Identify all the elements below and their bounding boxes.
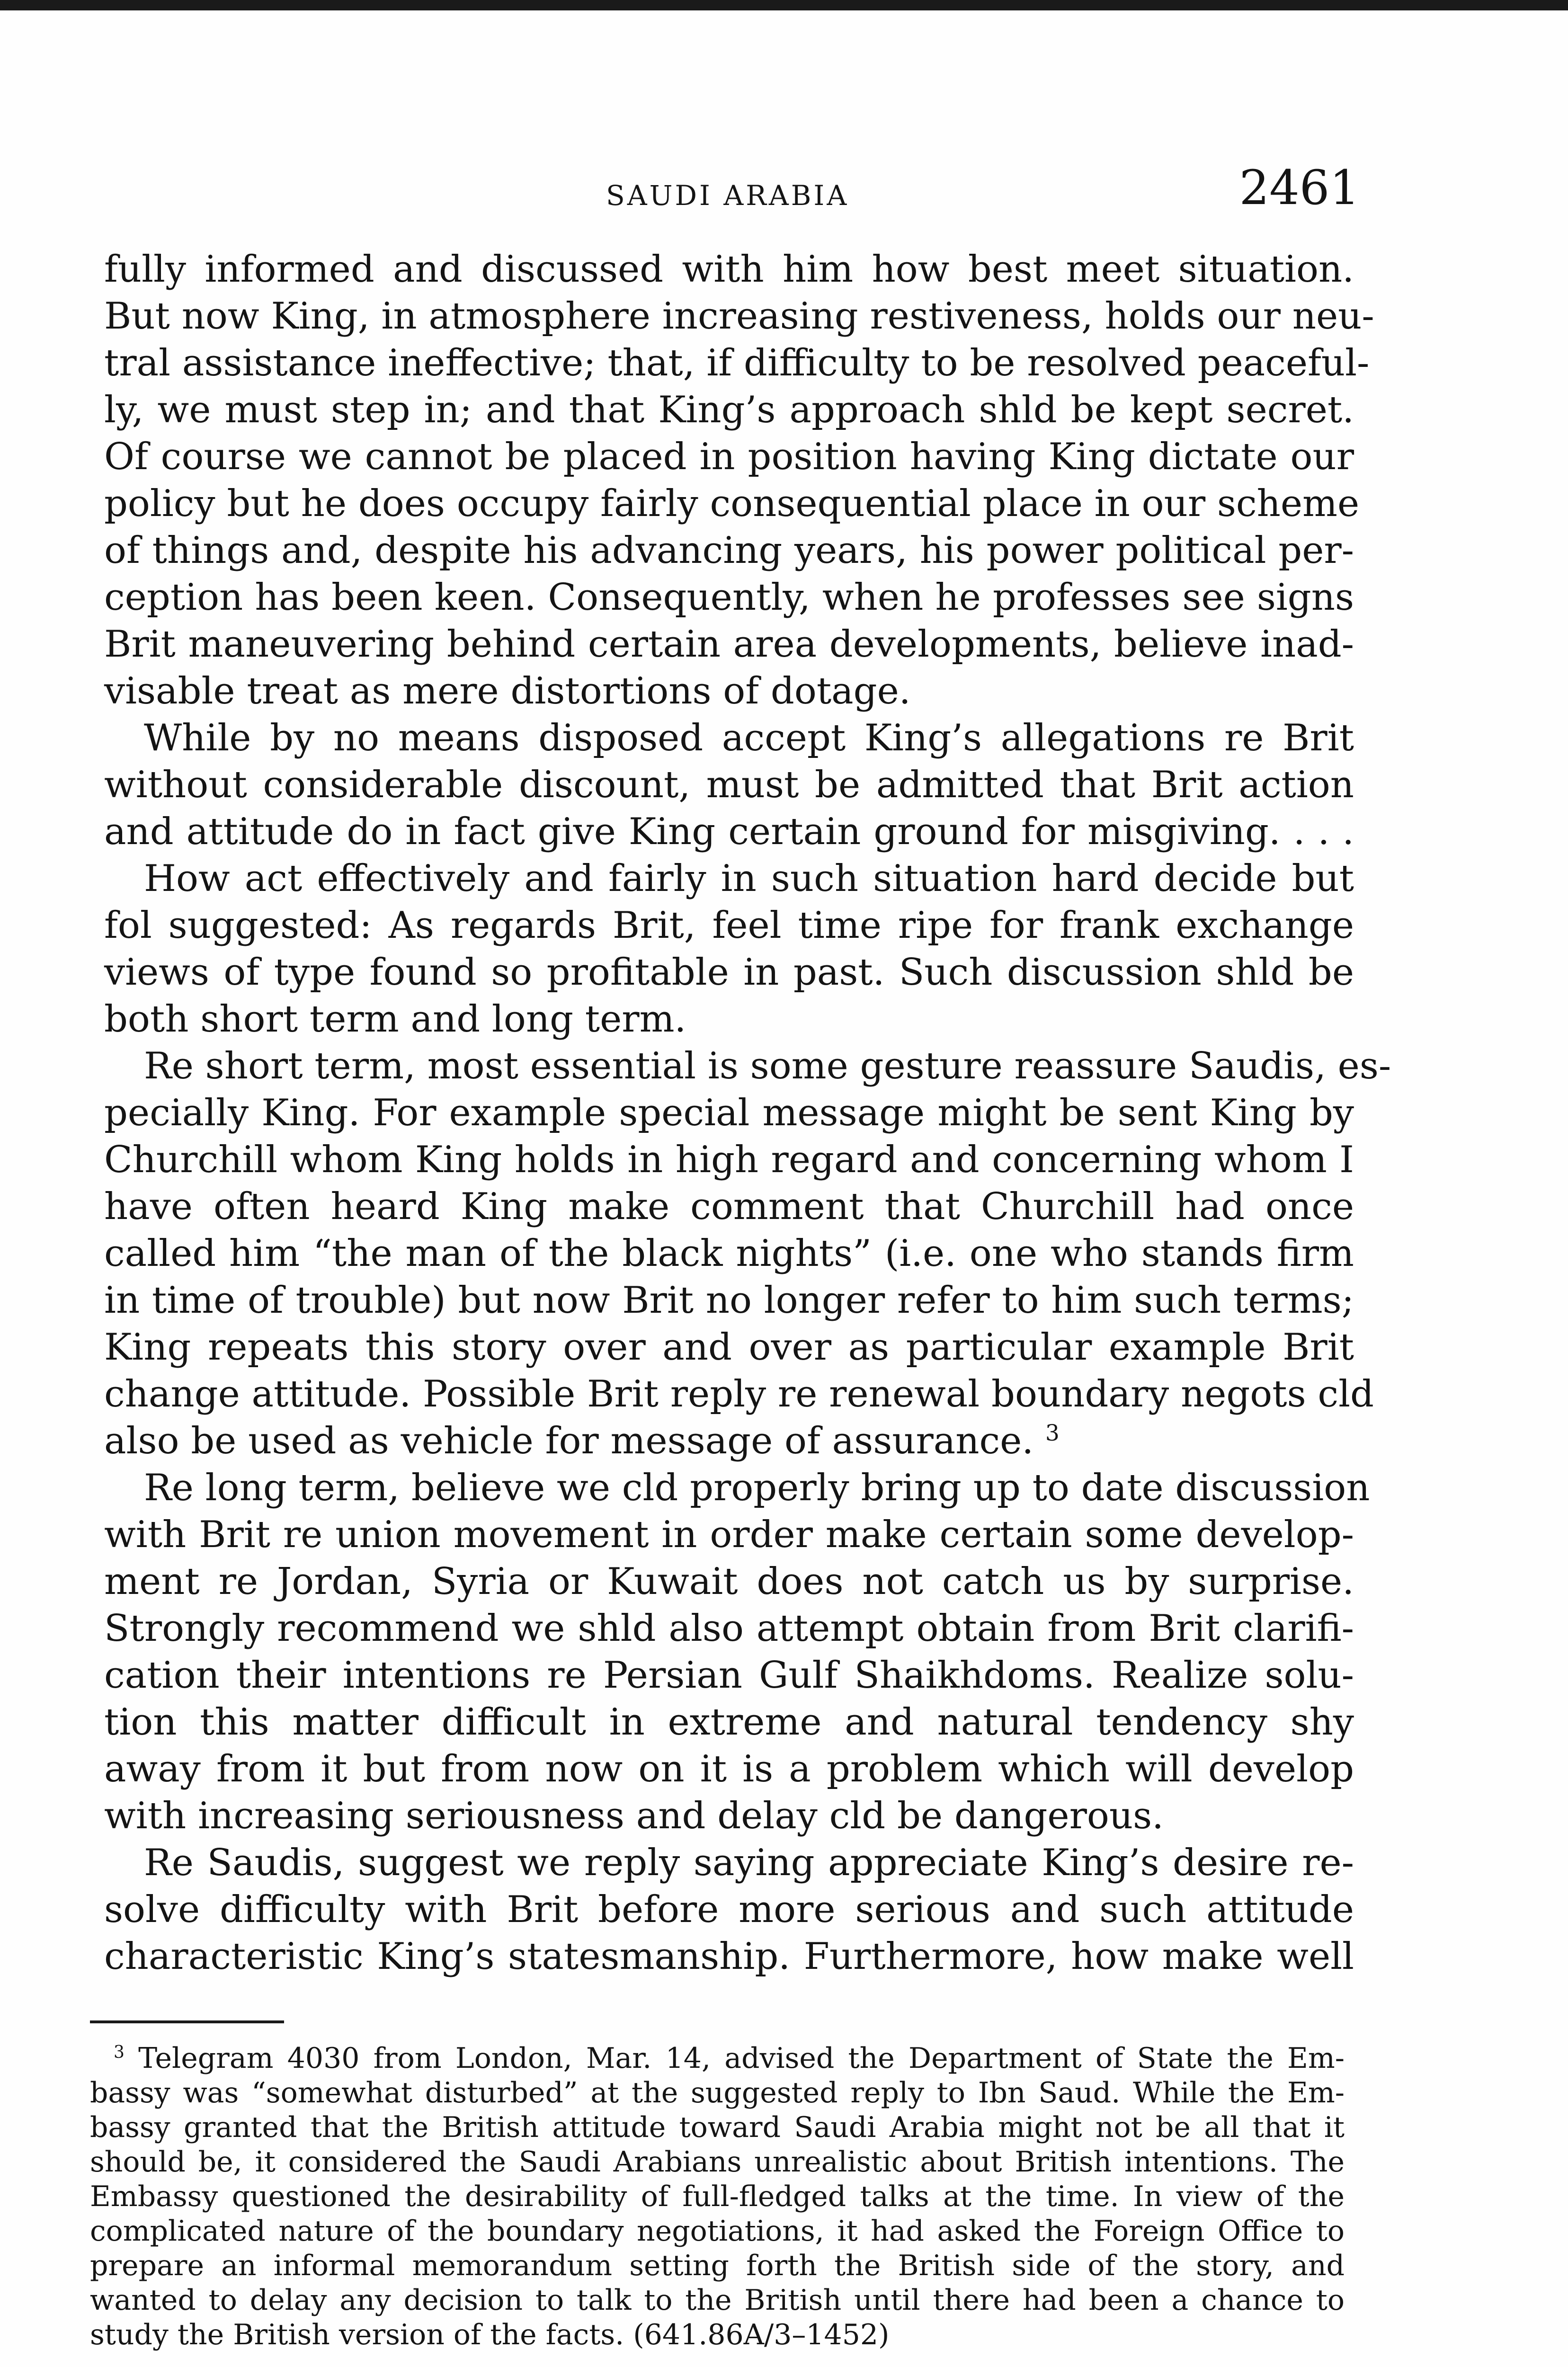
body-line: tral assistance ineffective; that, if difficulty to be resolved peaceful- (104, 342, 1370, 384)
body-line-text: also be used as vehicle for message of assurance. (104, 1420, 1034, 1462)
body-line: change attitude. Possible Brit reply re renewal boundary negots cld (104, 1373, 1374, 1415)
body-line: King repeats this story over and over as particular example Brit (104, 1326, 1354, 1369)
top-edge-rule (0, 0, 1568, 10)
footnote-reference[interactable]: 3 (1045, 1421, 1060, 1446)
body-line: both short term and long term. (104, 998, 686, 1041)
paragraph-start-line: Re short term, most essential is some gesture reassure Saudis, es- (144, 1045, 1391, 1087)
body-line: policy but he does occupy fairly consequential place in our scheme (104, 482, 1360, 525)
body-line: solve difficulty with Brit before more serious and such attitude (104, 1888, 1354, 1931)
body-line: with increasing seriousness and delay cld be dangerous. (104, 1795, 1164, 1837)
footnote-line: wanted to delay any decision to talk to the British until there had been a chance to (90, 2284, 1345, 2317)
footnote-first-line (90, 2041, 1345, 2076)
footnote-line-text: Telegram 4030 from London, Mar. 14, advised the Department of State the Em- (138, 2042, 1345, 2075)
paragraph-start-line: Re long term, believe we cld properly bring up to date discussion (144, 1467, 1370, 1509)
body-line: Strongly recommend we shld also attempt obtain from Brit clarifi- (104, 1607, 1354, 1650)
paragraph-start-line: While by no means disposed accept King’s allegations re Brit (144, 717, 1354, 759)
footnote-marker: 3 (114, 2043, 125, 2062)
body-line: Of course we cannot be placed in position having King dictate our (104, 436, 1354, 478)
footnote (90, 2041, 1345, 2352)
body-line: pecially King. For example special message might be sent King by (104, 1092, 1354, 1134)
body-line: without considerable discount, must be admitted that Brit action (104, 764, 1354, 806)
body-text (104, 246, 1391, 1980)
body-line: views of type found so profitable in past. Such discussion shld be (104, 951, 1354, 994)
body-line: away from it but from now on it is a problem which will develop (104, 1748, 1354, 1790)
footnote-line: Embassy questioned the desirability of full-fledged talks at the time. In view of the (90, 2180, 1345, 2213)
body-line: cation their intentions re Persian Gulf Shaikhdoms. Realize solu- (104, 1654, 1354, 1697)
footnote-line: bassy was “somewhat disturbed” at the suggested reply to Ibn Saud. While the Em- (90, 2076, 1345, 2109)
body-line: characteristic King’s statesmanship. Furthermore, how make well (104, 1935, 1354, 1978)
body-line: Brit maneuvering behind certain area developments, believe inad- (104, 623, 1354, 666)
body-line: But now King, in atmosphere increasing restiveness, holds our neu- (104, 295, 1374, 338)
body-line: called him “the man of the black nights” (i.e. one who stands firm (104, 1232, 1354, 1275)
paragraph-start-line: How act effectively and fairly in such situation hard decide but (144, 857, 1354, 900)
footnote-line: should be, it considered the Saudi Arabians unrealistic about British intentions. The (90, 2145, 1345, 2179)
body-line: of things and, despite his advancing years, his power political per- (104, 529, 1354, 572)
body-line: have often heard King make comment that Churchill had once (104, 1185, 1354, 1228)
body-line: and attitude do in fact give King certain ground for misgiving. . . . (104, 810, 1354, 853)
body-line: tion this matter difficult in extreme and natural tendency shy (104, 1701, 1354, 1744)
running-head: SAUDI ARABIA (606, 179, 849, 212)
body-line: fol suggested: As regards Brit, feel time ripe for frank exchange (104, 904, 1354, 947)
paragraph-start-line: Re Saudis, suggest we reply saying appreciate King’s desire re- (144, 1842, 1354, 1884)
footnote-line: study the British version of the facts. (641.86A/3–1452) (90, 2318, 890, 2351)
body-line: ception has been keen. Consequently, when he professes see signs (104, 576, 1354, 619)
body-line: visable treat as mere distortions of dotage. (104, 670, 911, 712)
body-line: in time of trouble) but now Brit no longer refer to him such terms; (104, 1279, 1354, 1322)
footnote-line: complicated nature of the boundary negotiations, it had asked the Foreign Office to (90, 2215, 1345, 2248)
body-line: ment re Jordan, Syria or Kuwait does not catch us by surprise. (104, 1560, 1354, 1603)
body-line: with Brit re union movement in order make certain some develop- (104, 1513, 1354, 1556)
body-line: Churchill whom King holds in high regard and concerning whom I (104, 1139, 1354, 1181)
footnote-divider (90, 2020, 284, 2023)
body-line-with-footnote-ref (104, 1418, 1354, 1465)
page-number: 2461 (1239, 160, 1360, 215)
footnote-line: bassy granted that the British attitude toward Saudi Arabia might not be all that it (90, 2111, 1345, 2144)
footnote-line: prepare an informal memorandum setting forth the British side of the story, and (90, 2249, 1345, 2282)
body-line: fully informed and discussed with him how best meet situation. (104, 248, 1354, 291)
body-line: ly, we must step in; and that King’s approach shld be kept secret. (104, 389, 1354, 431)
